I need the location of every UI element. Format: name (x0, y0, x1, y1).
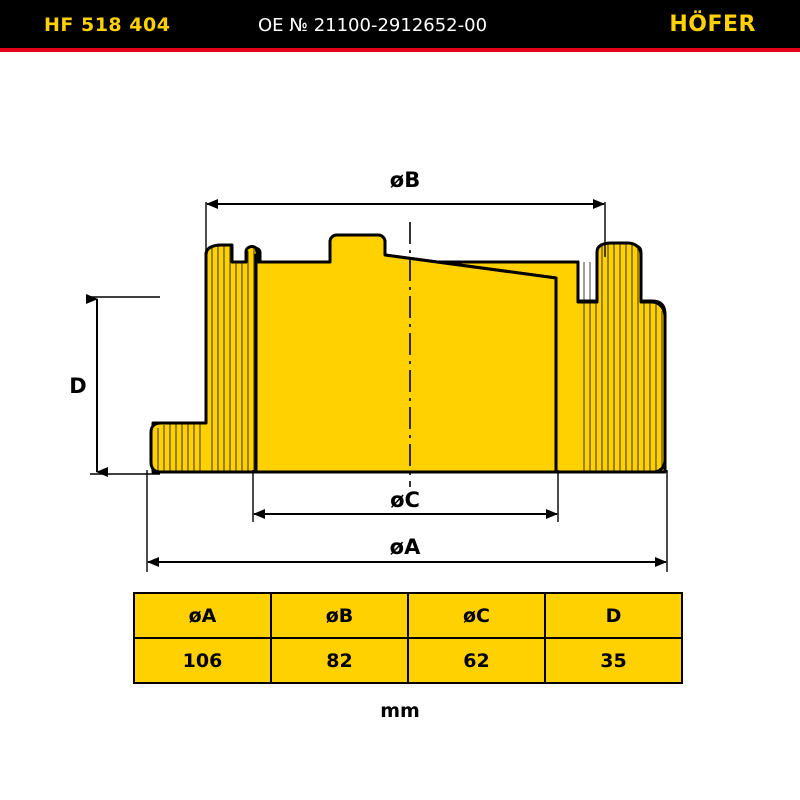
dimension-oA (147, 470, 667, 572)
table-header-cell: øB (271, 593, 408, 638)
table-value-cell: 35 (545, 638, 682, 683)
table-header-row (134, 593, 682, 638)
table-row (134, 638, 682, 683)
dimension-label-D: D (69, 374, 87, 398)
part-cross-section (151, 222, 665, 487)
dimension-oC (253, 470, 558, 522)
oe-number: OE № 21100-2912652-00 (258, 15, 488, 36)
dimension-label-oC: øC (390, 488, 420, 512)
table-value-cell: 106 (134, 638, 271, 683)
table-header-cell: øA (134, 593, 271, 638)
part-number: HF 518 404 (44, 14, 171, 36)
dimension-D (69, 297, 160, 474)
brand-logo: HÖFER (669, 12, 756, 37)
dimension-oB (206, 168, 605, 257)
table-value-cell: 62 (408, 638, 545, 683)
table-value-cell: 82 (271, 638, 408, 683)
dimension-label-oA: øA (389, 535, 421, 559)
header-bar (0, 0, 800, 48)
technical-drawing (0, 52, 800, 800)
unit-label: mm (380, 700, 420, 722)
specification-table (133, 592, 683, 684)
table-header-cell: øC (408, 593, 545, 638)
dimension-label-oB: øB (389, 168, 421, 192)
table-header-cell: D (545, 593, 682, 638)
